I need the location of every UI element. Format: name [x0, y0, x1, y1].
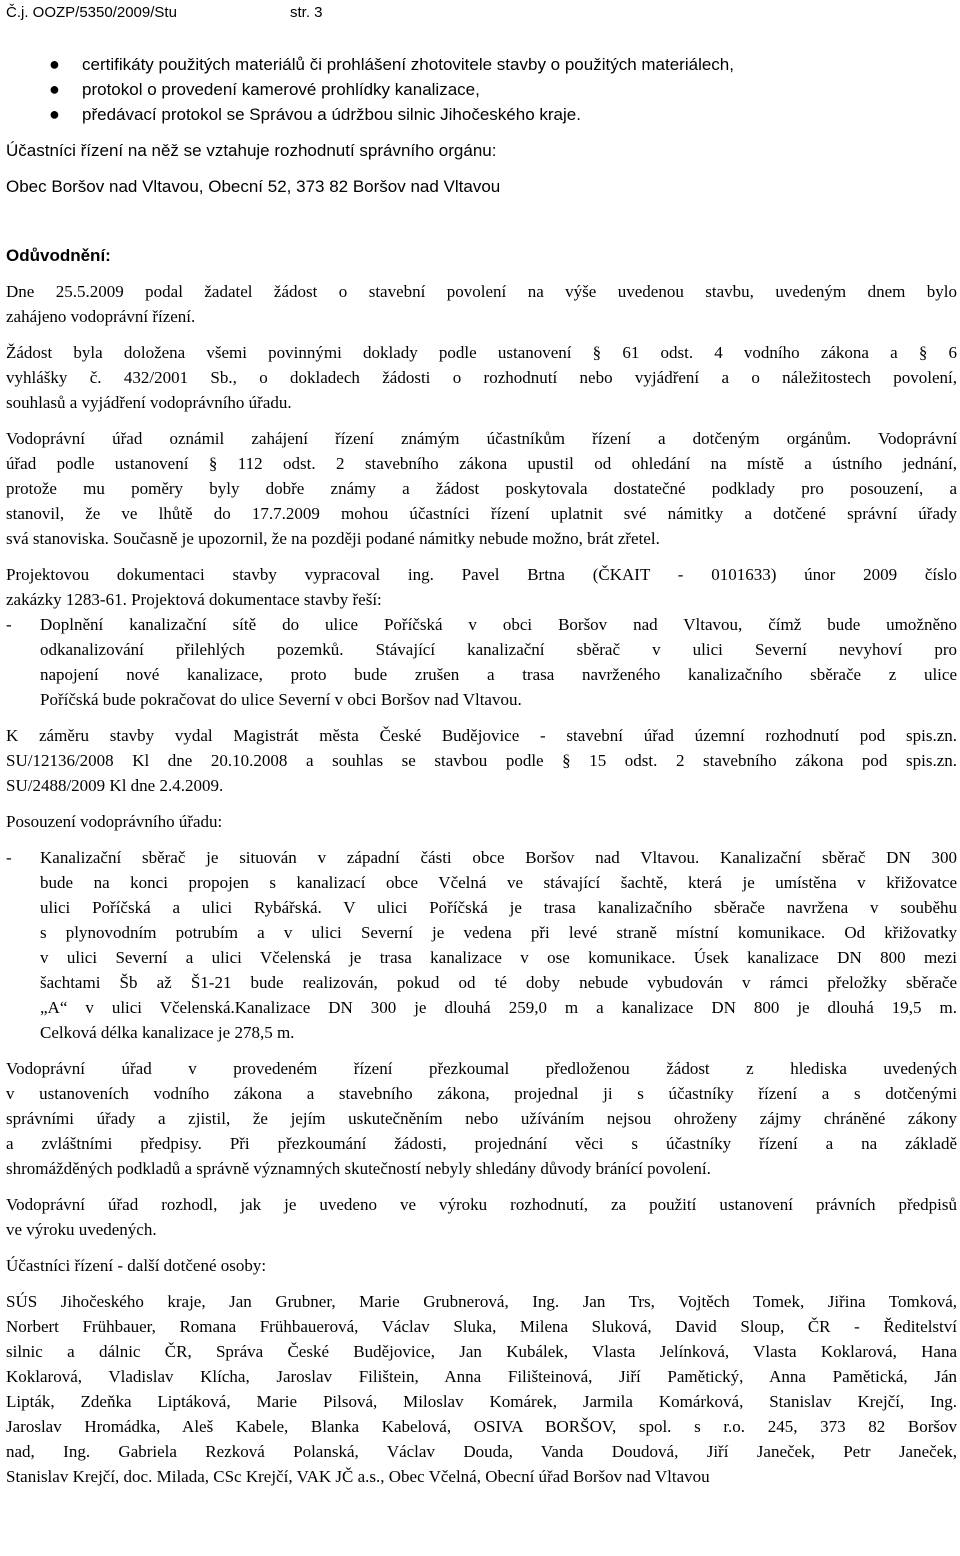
- paragraph: Projektovou dokumentaci stavby vypracoval ing. Pavel Brtna (ČKAIT - 0101633) únor 2009 číslo zakázky 1283-61. Projektová dokumentace stavby řeší:: [6, 565, 957, 609]
- page-number: str. 3: [290, 4, 323, 21]
- paragraph: Vodoprávní úřad rozhodl, jak je uvedeno ve výroku rozhodnutí, za použití ustanovení právních předpisů ve výroku uvedených.: [6, 1195, 957, 1239]
- page-header: [6, 0, 956, 24]
- dash-marker: -: [6, 615, 12, 634]
- document-reference: Č.j. OOZP/5350/2009/Stu: [6, 4, 177, 21]
- paragraph: Vodoprávní úřad v provedeném řízení přezkoumal předloženou žádost z hlediska uvedených v ustanoveních vodního zákona a stavebního zákona, projednal ji s účastníky řízení a s dotčenými správními úřady a zjistil, že jejím uskutečněním nebo užíváním nejsou ohroženy zájmy chráněné zákony a zvláštními předpisy. Při přezkoumání žádosti, projednání věci s účastníky řízení a na základě shromážděných podkladů a správně významných skutečností nebyly shledány důvody bránící povolení.: [6, 1059, 957, 1178]
- paragraph: Vodoprávní úřad oznámil zahájení řízení známým účastníkům řízení a dotčeným orgánům. Vodoprávní úřad podle ustanovení § 112 odst. 2 stavebního zákona upustil od ohledání na místě a ústního jednání, protože mu poměry byly dobře známy a žádost poskytovala dostatečné podklady pro posouzení, a stanovil, že ve lhůtě do 17.7.2009 mohou účastníci řízení uplatnit své námitky a dotčené správní úřady svá stanoviska. Současně je upozornil, že na později podané námitky nebude možno, brát zřetel.: [6, 429, 957, 548]
- bullet-item: ● předávací protokol se Správou a údržbou silnic Jihočeského kraje.: [6, 102, 957, 127]
- document-body: [6, 52, 957, 1489]
- bullet-item: ● certifikáty použitých materiálů či prohlášení zhotovitele stavby o použitých materiálech,: [6, 52, 957, 77]
- paragraph: K záměru stavby vydal Magistrát města České Budějovice - stavební úřad územní rozhodnutí pod spis.zn. SU/12136/2008 Kl dne 20.10.2008 a souhlas se stavbou podle § 15 odst. 2 stavebního zákona pod spis.zn. SU/2488/2009 Kl dne 2.4.2009.: [6, 726, 957, 795]
- paragraph: Žádost byla doložena všemi povinnými doklady podle ustanovení § 61 odst. 4 vodního zákona a § 6 vyhlášky č. 432/2001 Sb., o dokladech žádosti o rozhodnutí nebo vyjádření a o náležitostech povolení, souhlasů a vyjádření vodoprávního úřadu.: [6, 343, 957, 412]
- paragraph: Dne 25.5.2009 podal žadatel žádost o stavební povolení na výše uvedenou stavbu, uvedeným dnem bylo zahájeno vodoprávní řízení.: [6, 282, 957, 326]
- list-item: - Doplnění kanalizační sítě do ulice Poříčská v obci Boršov nad Vltavou, čímž bude umožněno odkanalizování přilehlých pozemků. Stávající kanalizační sběrač v ulici Severní nevyhoví pro napojení nové kanalizace, proto bude zrušen a trasa navrženého kanalizačního sběrače z ulice Poříčská bude pokračovat do ulice Severní v obci Boršov nad Vltavou.: [6, 612, 957, 712]
- bullet-icon: ●: [49, 54, 60, 74]
- dash-marker: -: [6, 848, 12, 867]
- paragraph: SÚS Jihočeského kraje, Jan Grubner, Marie Grubnerová, Ing. Jan Trs, Vojtěch Tomek, Jiřina Tomková, Norbert Frühbauer, Romana Frühbauerová, Václav Sluka, Milena Sluková, David Sloup, ČR - Ředitelství silnic a dálnic ČR, Správa České Budějovice, Jan Kubálek, Vlasta Jelínková, Vlasta Koklarová, Hana Koklarová, Vladislav Klícha, Jaroslav Filištein, Anna Filišteinová, Jiří Pamětický, Anna Pamětická, Ján Lipták, Zdeňka Liptáková, Marie Pilsová, Miloslav Komárek, Jarmila Komárková, Stanislav Krejčí, Ing. Jaroslav Hromádka, Aleš Kabele, Blanka Kabelová, OSIVA BORŠOV, spol. s r.o. 245, 373 82 Boršov nad, Ing. Gabriela Rezková Polanská, Václav Douda, Vanda Doudová, Jiří Janeček, Petr Janeček, Stanislav Krejčí, doc. Milada, CSc Krejčí, VAK JČ a.s., Obec Včelná, Obecní úřad Boršov nad Vltavou: [6, 1292, 957, 1486]
- reasoning-heading: Odůvodnění:: [6, 246, 111, 265]
- bullet-icon: ●: [49, 79, 60, 99]
- participants-heading: Účastníci řízení na něž se vztahuje rozhodnutí správního orgánu:: [6, 141, 497, 160]
- bullet-item: ● protokol o provedení kamerové prohlídky kanalizace,: [6, 77, 957, 102]
- assessment-heading: Posouzení vodoprávního úřadu:: [6, 812, 223, 831]
- list-item: - Kanalizační sběrač je situován v západní části obce Boršov nad Vltavou. Kanalizační sběrač DN 300 bude na konci propojen s kanalizací obce Včelná ve stávající šachtě, která je umístěna v křižovatce ulici Poříčská a ulici Rybářská. V ulici Poříčská je trasa kanalizačního sběrače navržena v souběhu s plynovodním potrubím a v ulici Severní je vedena při levé straně místní komunikace. Od křižovatky v ulici Severní a ulici Včelenská je trasa kanalizace v ose komunikace. Úsek kanalizace DN 800 mezi šachtami Šb až Š1-21 bude realizován, pokud od té doby nebude vybudován v rámci přeložky sběrače „A“ v ulici Včelenská.Kanalizace DN 300 je dlouhá 259,0 m a kanalizace DN 800 je dlouhá 19,5 m. Celková délka kanalizace je 278,5 m.: [6, 845, 957, 1045]
- bullet-icon: ●: [49, 104, 60, 124]
- other-participants-heading: Účastníci řízení - další dotčené osoby:: [6, 1256, 267, 1275]
- participants-value: Obec Boršov nad Vltavou, Obecní 52, 373 82 Boršov nad Vltavou: [6, 177, 501, 196]
